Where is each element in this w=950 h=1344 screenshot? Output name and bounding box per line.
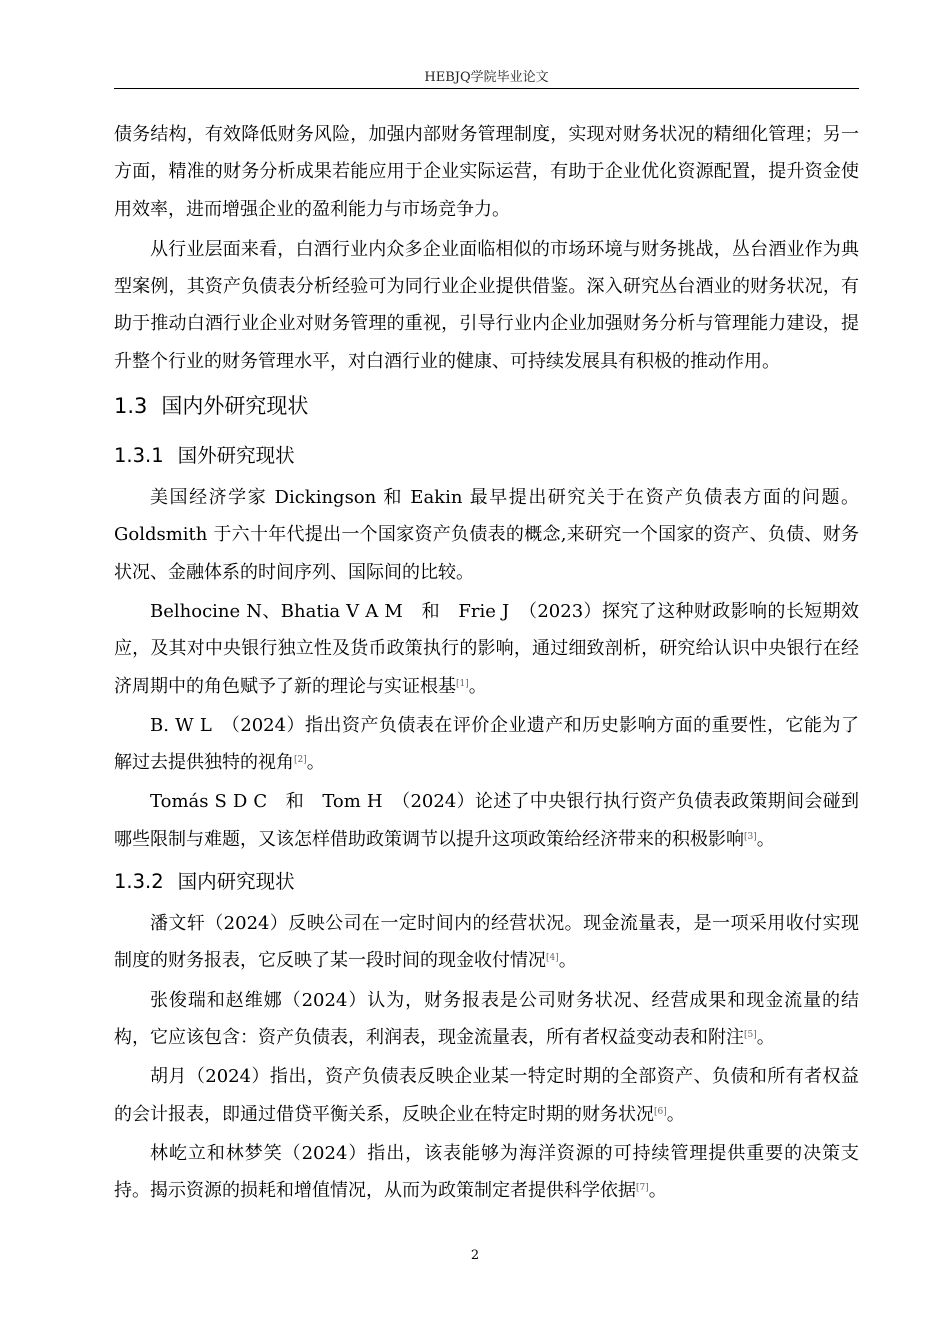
paragraph-text: 林屹立和林梦笑（2024）指出，该表能够为海洋资源的可持续管理提供重要的决策支持。揭示资源的损耗和增值情况，从而为政策制定者提供科学依据	[114, 1142, 859, 1202]
paragraph-text: Belhocine N、Bhatia V A M 和 Frie J （2023）探究了这种财政影响的长短期效应，及其对中央银行独立性及货币政策执行的影响，通过细致剖析，研究给认识中央银行在经济周期中的角色赋予了新的理论与实证根基	[114, 600, 859, 697]
paragraph-1: 债务结构，有效降低财务风险，加强内部财务管理制度，实现对财务状况的精细化管理；另一方面，精准的财务分析成果若能应用于企业实际运营，有助于企业优化资源配置，提升资金使用效率，进而增强企业的盈利能力与市场竞争力。	[114, 124, 859, 220]
section-number: 1.3	[114, 394, 148, 419]
paragraph-text: 张俊瑞和赵维娜（2024）认为，财务报表是公司财务状况、经营成果和现金流量的结构，它应该包含：资产负债表，利润表，现金流量表，所有者权益变动表和附注	[114, 989, 859, 1048]
page-content	[114, 116, 859, 1209]
citation-marker: [7]	[636, 1183, 649, 1194]
paragraph-text: 潘文轩（2024）反映公司在一定时间内的经营状况。现金流量表，是一项采用收付实现制度的财务报表，它反映了某一段时间的现金收付情况	[114, 913, 859, 972]
citation-marker: [3]	[744, 831, 757, 842]
citation-marker: [6]	[654, 1106, 667, 1117]
paragraph-end: 。	[666, 1103, 685, 1125]
subsection-number: 1.3.2	[114, 870, 164, 894]
paragraph-end: 。	[648, 1180, 667, 1202]
citation-marker: [2]	[294, 755, 307, 766]
paragraph-5	[114, 707, 859, 782]
paragraph-end: 。	[756, 828, 775, 850]
subsection-title: 国外研究现状	[177, 444, 295, 468]
subsection-number: 1.3.1	[114, 444, 164, 468]
subsection-heading-1-3-2	[114, 858, 859, 905]
paragraph-8	[114, 982, 859, 1057]
paragraph-6	[114, 783, 859, 858]
paragraph-text: B. W L （2024）指出资产负债表在评价企业遗产和历史影响方面的重要性，它能为了解过去提供独特的视角	[114, 714, 859, 774]
paragraph-end: 。	[306, 752, 325, 774]
page-number: 2	[470, 1248, 480, 1263]
header-rule	[114, 88, 859, 89]
section-heading-1-3	[114, 380, 859, 432]
paragraph-end: 。	[468, 675, 487, 697]
page-header: HEBJQ学院毕业论文	[424, 70, 549, 85]
paragraph-7	[114, 905, 859, 980]
paragraph-3: 美国经济学家 Dickingson 和 Eakin 最早提出研究关于在资产负债表方面的问题。Goldsmith 于六十年代提出一个国家资产负债表的概念,来研究一个国家的资产、负债、财务状况、金融体系的时间序列、国际间的比较。	[114, 487, 859, 583]
paragraph-text: Tomás S D C 和 Tom H （2024）论述了中央银行执行资产负债表政策期间会碰到哪些限制与难题，又该怎样借助政策调节以提升这项政策给经济带来的积极影响	[114, 791, 859, 850]
citation-marker: [1]	[456, 678, 469, 689]
paragraph-text: 胡月（2024）指出，资产负债表反映企业某一特定时期的全部资产、负债和所有者权益的会计报表，即通过借贷平衡关系，反映企业在特定时期的财务状况	[114, 1066, 859, 1125]
paragraph-4	[114, 593, 859, 705]
subsection-heading-1-3-1	[114, 432, 859, 479]
paragraph-end: 。	[756, 1026, 775, 1048]
paragraph-2: 从行业层面来看，白酒行业内众多企业面临相似的市场环境与财务挑战，丛台酒业作为典型案例，其资产负债表分析经验可为同行业企业提供借鉴。深入研究丛台酒业的财务状况，有助于推动白酒行业企业对财务管理的重视，引导行业内企业加强财务分析与管理能力建设，提升整个行业的财务管理水平，对白酒行业的健康、可持续发展具有积极的推动作用。	[114, 238, 859, 372]
paragraph-end: 。	[558, 950, 577, 972]
paragraph-9	[114, 1058, 859, 1133]
citation-marker: [4]	[546, 953, 559, 964]
citation-marker: [5]	[744, 1029, 757, 1040]
paragraph-10	[114, 1135, 859, 1210]
subsection-title: 国内研究现状	[177, 870, 295, 894]
section-title: 国内外研究现状	[161, 394, 309, 419]
